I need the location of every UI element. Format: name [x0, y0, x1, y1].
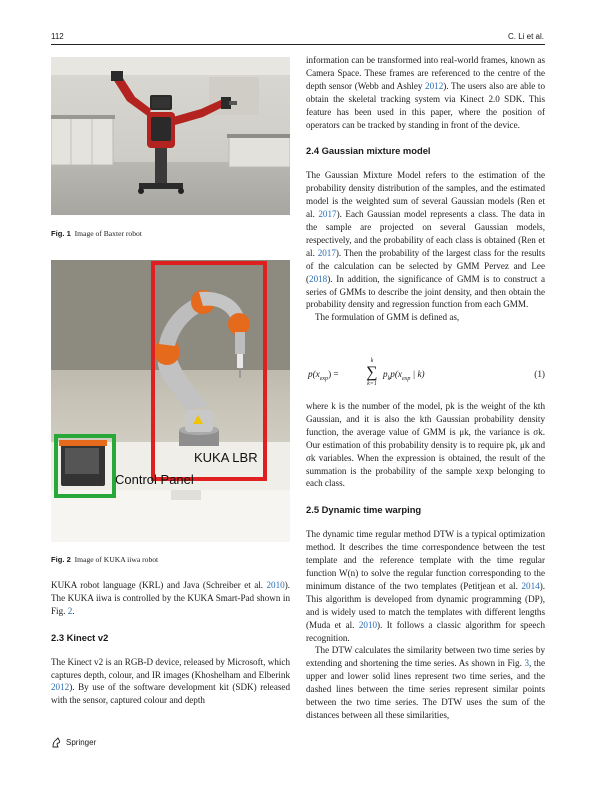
paragraph-dtw-similarity: The DTW calculates the similarity between two time series by extending and shortening the time series. As shown in Fig. 3, the upper and lower solid lines represent two time series, and the dashed lines between the time series represent similar points between the two time series. The DTW uses the sum of the distances between all these similarities, — [306, 645, 545, 720]
paragraph-gmm: The Gaussian Mixture Model refers to the estimation of the probability density distribution of the samples, and the estimated model is the weighted sum of several Gaussian models (Ren et al. 2017). Each Gaussian model represents a class. The data in the sample are projected on several Gaussian models, respectively, and the probability of each class is obtained (Ren et al. 2017). Then the probability of the largest class for the results of the calculation can be selected by GMM Pervez and Lee (2018). In addition, the significance of GMM is to construct a series of GMMs to describe the joint density, and then obtain the probability density and regression function from each GMM. — [306, 170, 545, 310]
citation-link[interactable]: 2014 — [521, 580, 540, 591]
section-heading-2-3: 2.3 Kinect v2 — [51, 631, 109, 643]
publisher-footer — [51, 737, 96, 748]
right-column-text — [306, 54, 545, 324]
section-heading-2-4: 2.4 Gaussian mixture model — [306, 145, 431, 157]
paragraph-dtw-intro: The dynamic time regular method DTW is a typical optimization method. It describes the time correspondence between the test template and the reference template with the time regular function W(n) to solve the regular function corresponding to the minimum distance of the two templates (Petitjean et al. 2014). This algorithm is developed from dynamic programming (DP), and is widely used to match the templates with different lengths (Muda et al. 2010). It follows a classic algorithm for speech recognition. — [306, 529, 545, 643]
figure-2-label: Fig. 2 — [51, 555, 71, 564]
publisher-name: Springer — [66, 738, 97, 747]
paragraph-kuka-language: KUKA robot language (KRL) and Java (Schreiber et al. 2010). The KUKA iiwa is controlled by the KUKA Smart-Pad shown in Fig. 2. — [51, 580, 290, 616]
figure-2-label-panel: Control Panel — [115, 472, 194, 487]
figure-reference-link[interactable]: 2 — [67, 605, 73, 616]
springer-horse-icon — [51, 737, 62, 748]
citation-link[interactable]: 2017 — [317, 247, 336, 258]
figure-1-caption: Fig. 1 Image of Baxter robot — [51, 229, 142, 238]
equation-rhs: $p_kp(x_{exp}$ | k) — [383, 369, 425, 382]
left-column-text — [51, 579, 290, 707]
paragraph-gmm-variables: where k is the number of the model, pk is the weight of the kth Gaussian, and it is also the kth Gaussian probability density function, the average value of GMM is μk, the variance is σk. Our estimation of this probability density is to require pk, μk and σk variables. When the expression is obtained, the result of the summation is the probability of the sample xexp belonging to each class. — [306, 401, 545, 489]
equation-1 — [306, 358, 545, 391]
right-column-text-lower — [306, 400, 545, 722]
running-header-authors: C. Li et al. — [507, 32, 544, 41]
figure-2-caption: Fig. 2 Image of KUKA iiwa robot — [51, 555, 159, 564]
figure-1-label: Fig. 1 — [51, 229, 71, 238]
citation-link[interactable]: 2018 — [309, 273, 328, 284]
paragraph-kinect: The Kinect v2 is an RGB-D device, released by Microsoft, which captures depth, colour, and IR images (Khoshelham and Elberink 2012). By use of the software development kit (SDK) released with the sensor, captured colour and depth — [51, 656, 290, 706]
equation-lhs: $p(x_{exp})$ = — [308, 369, 339, 382]
citation-link[interactable]: 2010 — [266, 580, 285, 590]
paragraph-camera-space: information can be transformed into real-world frames, known as Camera Space. These frames are referenced to the centre of the depth sensor (Webb and Ashley 2012). The users also are able to obtain the skeletal tracking system via Kinect 2.0 SDK. This feature has been used in this paper, where the position of operators can be tracked by standing in front of the device. — [306, 55, 545, 130]
figure-2-label-robot: KUKA LBR — [194, 450, 258, 465]
equation-number: (1) — [534, 369, 545, 379]
summation-symbol: k ∑ k=1 — [366, 358, 378, 387]
figure-2-image — [51, 260, 290, 542]
citation-link[interactable]: 2012 — [51, 682, 70, 693]
section-heading-2-5: 2.5 Dynamic time warping — [306, 504, 422, 516]
citation-link[interactable]: 2017 — [318, 209, 337, 220]
paragraph-gmm-formulation: The formulation of GMM is defined as, — [315, 312, 460, 323]
header-rule — [51, 44, 545, 45]
figure-1-image — [51, 57, 290, 215]
citation-link[interactable]: 2012 — [425, 80, 444, 91]
page-number: 112 — [51, 32, 64, 41]
citation-link[interactable]: 2010 — [358, 619, 378, 630]
figure-reference-link[interactable]: 3 — [524, 658, 529, 669]
